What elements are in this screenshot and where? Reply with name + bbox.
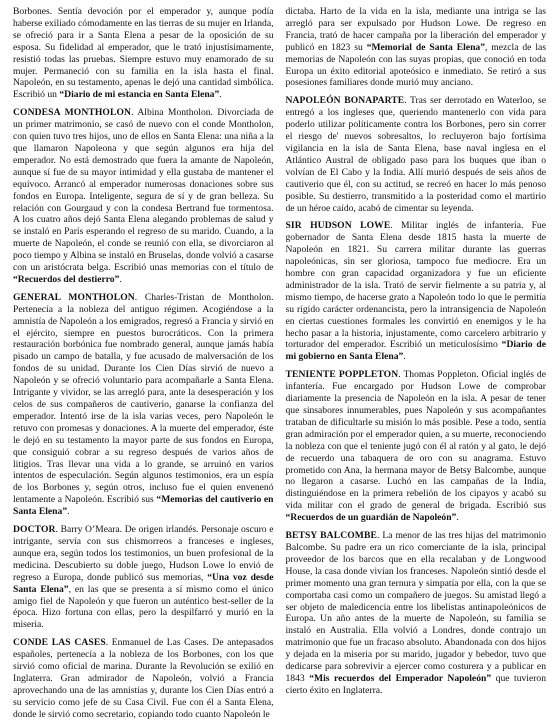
entry-tail: . — [403, 351, 406, 363]
entry-heading: SIR HUDSON LOWE — [285, 220, 391, 232]
entry-text — [286, 369, 547, 524]
entry-work-title: “Diario de mi estancia en Santa Elena” — [59, 89, 220, 101]
entry-heading: DOCTOR — [13, 524, 56, 536]
entry-betsy-balcombe — [286, 530, 547, 697]
entry-heading: GENERAL MONTHOLON — [13, 291, 135, 303]
entry-heading: NAPOLEÓN BONAPARTE — [285, 95, 405, 107]
entry-work-title: “Una voz desde Santa Elena” — [13, 571, 274, 595]
entry-body: Borbones. Sentía devoción por el emperador y, aunque podía haberse exiliado cómodamente en las tierras de su mujer en Irlanda, se ofreció para ir a Santa Elena a pesar de la oposición de su esposa. Su fidelidad al emperador, que le trató injustísimamente, resistió todas las pruebas. Siempre estuvo muy enamorado de su mujer. Permaneció con su familia en la isla hasta el final. Napoleón, en su testamento, apenas le dejó una cantidad simbólica. Escribió un — [13, 6, 274, 101]
entry-work-title: “Memorias del cautiverio en Santa Elena” — [13, 494, 274, 518]
entry-text — [13, 637, 274, 720]
entry-continuation — [286, 6, 547, 89]
entry-body: . Enmanuel de Las Cases. De antepasados españoles, pertenecía a la nobleza de los Borbones, con los que sirvió como oficial de marina. Durante la Revolución se exilió en Inglaterra. Gran admirador de Napoleón, volvió a Francia aprovechando una de las amnistías y, durante los Cien Días entró a su servicio como jefe de su Casa Civil. Fue con él a Santa Elena, donde le sirvió como secretario, copiando todo cuanto Napoleón le — [13, 637, 274, 720]
entry-body: . Barry O’Meara. De origen irlandés. Personaje oscuro e intrigante, servía con sus chismorreos a franceses e ingleses, aunque era, según todos los testimonios, un buen profesional de la medicina. Descubierto su doble juego, Hudson Lowe lo envió de regreso a Europa, donde publicó sus memorias, — [13, 524, 274, 583]
entry-tail: . — [67, 506, 70, 518]
left-column — [13, 6, 274, 720]
entry-work-title: “Recuerdos del destierro” — [13, 273, 120, 285]
entry-text — [13, 292, 274, 518]
entry-tail: que tuvieron cierto éxito en Inglaterra. — [285, 672, 546, 696]
entry-text — [13, 6, 274, 101]
entry-work-title: “Memorial de Santa Elena” — [366, 41, 485, 53]
entry-work-title: “Mis recuerdos del Emperador Napoleón” — [309, 672, 492, 684]
entry-tail: , mezcla de las memorias de Napoleón con las suyas propias, que conoció en toda Europa un éxito editorial apoteósico e inmediato. Se retiró a sus posesiones familiares donde murió muy anciano. — [285, 41, 546, 89]
entry-text — [286, 220, 547, 363]
entry-work-title: “Recuerdos de un guardián de Napoleón” — [285, 512, 457, 524]
entry-body: . Albina Montholon. Divorciada de un primer matrimonio, se casó de nuevo con el conde Montholon, con quien tuvo tres hijos, uno de ellos en Santa Elena: una niña a la que llamaron Napoleona y que según algunos era hija del emperador. No está demostrado que fuera la amante de Napoleón, aunque sí fue de su mayor intimidad y ella gustaba de mantener el equívoco. Arrancó al emperador numerosas donaciones sobre sus fondos en Europa. Inteligente, segura de sí y de gran belleza. Su relación con Gourgaud y con la condesa Bertrand fue tormentosa. A los cuatro años dejó Santa Elena alegando problemas de salud y se instaló en París esperando el regreso de su marido. Cuando, a la muerte de Napoleón, el conde se reunió con ella, se divorciaron al poco tiempo y Albina se instaló en Bruselas, donde volvió a casarse con un aristócrata belga. Escribió unas memorias con el título de — [13, 107, 274, 274]
entry-condesa-montholon — [13, 107, 274, 286]
entry-continuation — [13, 6, 274, 101]
entry-body: . Tras ser derrotado en Waterloo, se entregó a los ingleses que, queriendo mantenerlo con vida para poderlo utilizar políticamente contra los Borbones, pero sin correr el riesgo de' nuevos sobresaltos, lo recluyeron bajo fortísima vigilancia en la isla de Santa Elena, base naval inglesa en el Atlántico Austral de obligado paso para los buques que iban o volvían de El Cabo y la India. Allí murió después de seis años de cautiverio que él, con su actitud, se recreó en hacer lo más penoso posible. Su destierro, transmitido a la posteridad como el martirio de un héroe caído, acabó de cimentar su leyenda. — [285, 95, 547, 214]
entry-work-title: “Diario de mi gobierno en Santa Elena” — [285, 339, 546, 363]
entry-text — [13, 524, 274, 631]
entry-body: . La menor de las tres hijas del matrimonio Balcombe. Su padre era un rico comerciante de la isla, principal proveedor de los barcos que en ella recalaban y de Longwood House, la casa donde vivían los franceses. Napoleón sintió desde el primer momento una gran ternura y simpatía por ella, con la que se comportaba casi como un compañero de juegos. Su amistad llegó a ser objeto de maledicencia entre los libelistas antinapoleónicos de Europa. Un año antes de la muerte de Napoleón, su familia se instaló en Australia. Ella volvió a Londres, donde contrajo un matrimonio que fue un fracaso absoluto. Abandonada con dos hijos y dejada en la miseria por su marido, jugador y bebedor, tuvo que dedicarse para sobrevivir a ejercer como costurera y a publicar en 1843 — [285, 530, 547, 684]
entry-heading: CONDESA MONTHOLON — [13, 107, 132, 119]
entry-doctor — [13, 524, 274, 631]
entry-text — [286, 530, 547, 697]
entry-napoleon-bonaparte — [286, 95, 547, 214]
entry-tail: . — [119, 273, 122, 285]
entry-heading: CONDE LAS CASES — [13, 637, 106, 649]
entry-sir-hudson-lowe — [286, 220, 547, 363]
entry-body: . Militar inglés de infantería. Fue gobernador de Santa Elena desde 1815 hasta la muerte de Napoleón en 1821. Su carrera militar durante las guerras napoleónicas, sin ser gloriosa, tampoco fue mediocre. Era un hombre con gran capacidad organizadora y fue un eficiente administrador de la isla. Trató de servir fielmente a su patria y, al mismo tiempo, de hacerse grato a Napoleón todo lo que le permitía su rígido carácter ordenancista, pero la intransigencia de Napoleón en ciertas cuestiones formales les convirtió en enemigos y le ha hecho pasar a la historia, injustamente, como carcelero arbitrario y torturador del emperador. Escribió un meticulosísimo — [285, 220, 546, 351]
entry-general-montholon — [13, 292, 274, 518]
entry-body: . Thomas Poppleton. Oficial inglés de infantería. Fue encargado por Hudson Lowe de comprobar diariamente la presencia de Napoleón en la isla. A pesar de tener que sinsabores innumerables, pues Napoleón y sus acompañantes trataban de dificultarle su misión lo más posible. Pese a todo, sentía gran admiración por el emperador quien, a su muerte, reconociendo la nobleza con que el teniente jugó con él al ratón y al gato, le dejó de recuerdo una tabaquera de oro con su anagrama. Estuvo prometido con Ana, la hermana mayor de Betsy Balcombe, aunque no llegaron a casarse. Luchó en las campañas de la India, distinguiéndose en la primera rebelión de los cipayos y acabó su vida militar con el grado de general de brigada. Escribió sus — [285, 369, 546, 512]
entry-conde-las-cases — [13, 637, 274, 720]
entry-body: . Charles-Tristan de Montholon. Pertenecía a la nobleza del antiguo régimen. Acogiéndose a la amnistía de Napoleón a los emigrados, regresó a Francia y sirvió en el ejército, siempre en puestos burocráticos. Con la primera restauración borbónica fue nombrado general, aunque jamás había pisado un campo de batalla, y fue acusado de malversación de los fondos de su unidad. Durante los Cien Días sirvió de nuevo a Napoleón y se ofreció voluntario para acompañarle a Santa Elena. Intrigante y vividor, se las arregló para, ante la desesperación y los celos de sus compañeros de cautiverio, ganarse la confianza del emperador. Intentó irse de la isla varias veces, pero Napoleón le retuvo con promesas y donaciones. A la muerte del emperador, éste le dejó en su testamento la mayor parte de sus fondos en Europa, que consiguió cobrar a su regreso después de varios años de litigios. Tras llevar una vida a lo grande, se arruinó en varios intentos de especulación. Según algunos testimonios, era un espía de los Borbones y, según otros, incluso fue el quien envenenó lentamente a Napoleón. Escribió sus — [13, 291, 274, 506]
right-column — [285, 6, 547, 696]
entry-heading: TENIENTE POPPLETON — [285, 369, 399, 381]
entry-body: dictaba. Harto de la vida en la isla, mediante una intriga se las arregló para ser expulsado por Hudson Lowe. De regreso en Francia, trató de hacer campaña por la liberación del emperador y publicó en 1823 su — [285, 6, 546, 53]
entry-text — [286, 95, 547, 214]
entry-tail: . — [456, 512, 459, 524]
entry-heading: BETSY BALCOMBE — [285, 530, 377, 542]
entry-tail: , en las que se presenta a sí mismo como el único amigo fiel de Napoleón y que fueron un auténtico best-seller de la época. Hizo fortuna con ellas, pero la despilfarró y murió en la miseria. — [13, 583, 274, 631]
entry-text — [286, 6, 547, 89]
entry-tail: . — [219, 89, 222, 101]
entry-teniente-poppleton — [286, 369, 547, 524]
entry-text — [13, 107, 274, 286]
